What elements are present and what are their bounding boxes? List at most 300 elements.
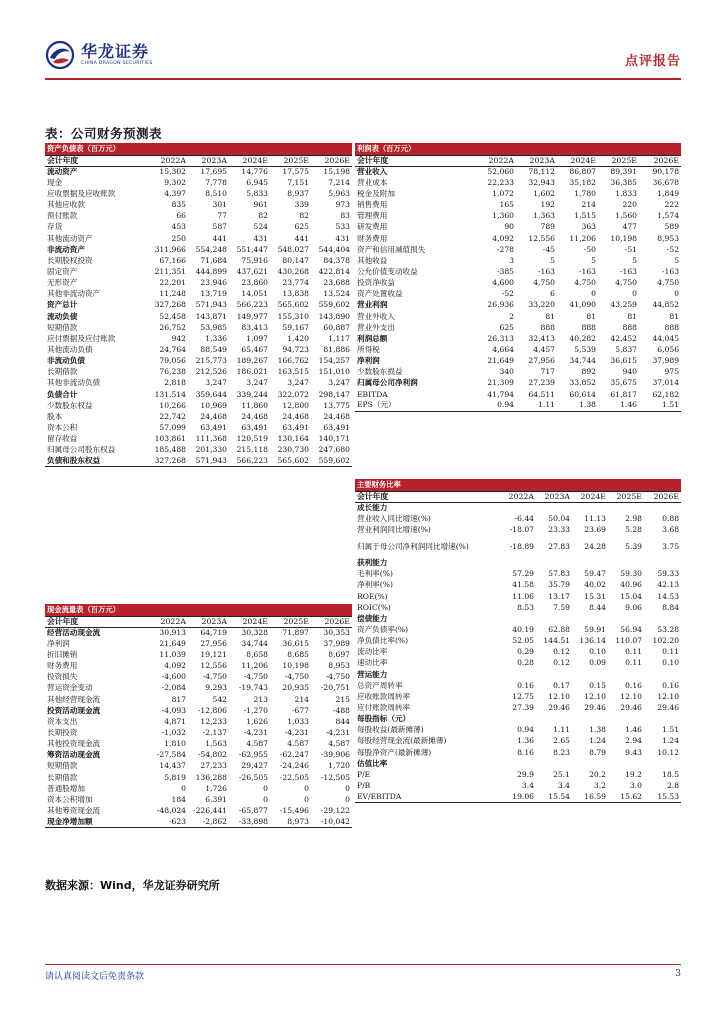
row-label: 现金 [47,177,63,187]
table-header-row [355,491,681,502]
row-value: 90,178 [652,166,680,176]
row-value: 79,056 [159,356,186,366]
row-value: 29,427 [241,761,268,771]
table-row [355,289,681,300]
row-label: 净利率(%) [357,580,393,590]
row-label: EV/EBITDA [355,792,500,803]
row-value: 6,945 [246,177,268,187]
row-value: 6,391 [205,794,227,804]
table-row [45,627,352,638]
row-label: 营业外支出 [357,322,395,332]
row-value: 1,117 [328,333,350,343]
row-label: 应收账款周转率 [357,691,411,701]
table-row [45,378,352,389]
row-value [536,613,572,624]
row-value: 892 [581,367,596,377]
table-row [355,333,681,344]
row-value: 37,989 [652,356,680,366]
row-value: 8,953 [657,233,680,243]
row-value: 1,560 [615,211,637,221]
row-value: -52 [666,244,680,254]
row-label: EBITDA [357,389,388,399]
data-source-note: 数据来源：Wind，华龙证券研究所 [45,879,220,892]
row-value: 27.39 [512,702,534,712]
row-value: 149,977 [236,311,268,321]
year-header: 2026E [311,616,352,627]
row-value: 76,238 [159,367,186,377]
row-value: 431 [253,233,268,243]
row-label: 非流动负债 [47,356,85,366]
row-value: 1,033 [287,716,309,726]
row-value: 212,526 [195,367,227,377]
row-value: -2,137 [202,727,227,737]
row-value: 1,420 [287,333,309,343]
row-value: 11,206 [241,661,268,671]
row-value: 10.12 [657,747,680,757]
row-value: 717 [540,367,555,377]
row-value: 4,587 [246,739,268,749]
table-header-row [45,155,352,166]
row-value [500,758,536,769]
cash-flow-table [45,604,352,828]
row-value: 36,615 [610,356,637,366]
row-value: 50.04 [548,513,570,523]
row-value: 57.83 [548,569,570,579]
row-value: 0 [263,794,268,804]
row-value: 61,817 [610,389,637,399]
row-value: 0 [632,289,637,299]
row-value: 1,574 [657,211,680,221]
table-row [355,792,681,803]
table-row [45,456,352,467]
year-header: 2024E [572,491,608,502]
row-value: 15,302 [159,166,186,176]
row-value: 2.65 [553,736,570,746]
row-value: -488 [332,705,350,715]
row-value: 1.38 [589,725,606,735]
row-value: 192 [540,200,555,210]
table-row [45,434,352,445]
footer-divider [45,964,681,965]
row-value: 5,833 [246,188,268,198]
row-value: 888 [581,322,596,332]
row-value: 3.75 [662,541,680,551]
row-value: -1,032 [161,727,186,737]
row-value: 81 [586,311,596,321]
row-value: 71,897 [282,627,309,637]
table-row [45,750,352,761]
row-value: 24,468 [241,411,268,421]
row-value: 81 [627,311,637,321]
row-value: 59.30 [620,569,642,579]
row-value: 0 [304,794,309,804]
row-label: 应付票据及应付账款 [47,333,116,343]
table-row [45,389,352,400]
row-value: 53,985 [200,322,227,332]
table-title-row [45,143,352,155]
table-row [45,638,352,649]
row-value: 214 [581,200,596,210]
disclaimer-note: 请认真阅读文后免责条款 [45,972,145,982]
row-value: 40,282 [569,333,596,343]
row-value: 8.23 [553,747,570,757]
table-row [355,233,681,244]
row-value: 22,201 [159,278,186,288]
row-label: 现金净增加额 [45,817,147,828]
row-value: -20,751 [320,683,350,693]
row-label: 毛利率(%) [357,569,393,579]
row-value: 35,675 [610,378,637,388]
row-value: 973 [335,200,350,210]
row-value [644,714,681,725]
row-value: 12.10 [657,691,680,701]
row-value: 0.16 [625,680,642,690]
year-header: 2025E [608,491,644,502]
row-value: 3,247 [328,378,350,388]
row-label: 长期借款 [47,367,78,377]
table-row [355,569,681,580]
table-row [45,727,352,738]
table-row [355,669,681,680]
table-title: 利润表（百万元） [355,143,681,155]
row-value: 220 [622,200,637,210]
row-value: 1,072 [492,188,514,198]
row-value: 1,810 [164,739,186,749]
row-value: 1,360 [492,211,514,221]
table-row [355,211,681,222]
row-value [608,613,644,624]
row-value: 587 [212,222,227,232]
row-value: 4,750 [533,278,555,288]
table-row [45,794,352,805]
table-row [45,333,352,344]
row-value: 13,775 [323,400,350,410]
table-row [45,244,352,255]
table-row [355,188,681,199]
row-value [536,502,572,513]
year-header: 2022A [500,491,536,502]
row-value: 566,223 [236,300,268,310]
table-row [355,769,681,780]
row-label: 资产和信用减值损失 [357,244,426,254]
row-value: 82 [299,211,309,221]
row-label: 每股指标（元） [357,714,411,724]
row-value: 311,966 [154,244,186,254]
row-value: 0.12 [553,647,570,657]
row-value: 201,330 [195,445,227,455]
row-label: 总资产周转率 [357,680,403,690]
table-row [355,580,681,591]
row-value: -4,231 [284,727,309,737]
dragon-logo-icon [45,40,75,70]
row-label: 预付账款 [47,211,78,221]
year-header: 2026E [639,155,681,166]
row-value: 24,764 [159,344,186,354]
row-value [500,669,536,680]
row-value: -4,231 [325,727,350,737]
row-value: 59.33 [657,569,680,579]
row-label: 其他收益 [357,255,388,265]
table-row [45,445,352,456]
row-label: 非流动资产 [47,244,85,254]
row-label: 资本公积 [47,422,78,432]
row-value: 7,778 [205,177,227,187]
row-value: 0.28 [517,658,534,668]
row-label: 固定资产 [47,266,78,276]
row-value [572,669,608,680]
table-row [355,602,681,613]
row-value: 327,268 [154,300,186,310]
row-label: ROIC(%) [357,602,391,612]
row-value: -62,955 [238,750,268,760]
row-label: 营业利润 [357,300,388,310]
header-label: 会计年度 [45,155,147,166]
row-label: 短期借款 [47,322,78,332]
row-value: 80,147 [282,255,309,265]
year-header: 2024E [229,616,270,627]
row-value: 27,956 [528,356,555,366]
table-row [45,367,352,378]
row-value: 444,899 [195,266,227,276]
row-value: -623 [147,817,188,828]
table-row [45,739,352,750]
table-row [355,322,681,333]
table-row [45,300,352,311]
row-value: -29,122 [320,805,350,815]
table-row [355,255,681,266]
row-value: 975 [664,367,680,377]
row-label: 速动比率 [357,658,388,668]
row-value: 26,936 [487,300,514,310]
row-value: 136.14 [579,636,606,646]
row-value: 13.17 [548,591,570,601]
row-value: 1.51 [639,400,681,411]
row-value: 0.29 [517,647,534,657]
row-value: 36,615 [282,638,309,648]
row-label: 资本支出 [47,716,78,726]
row-value: 4,092 [492,233,514,243]
row-value: 41,090 [569,300,596,310]
row-value: 0 [263,783,268,793]
row-label: 资产总计 [47,300,78,310]
row-value: -12,806 [197,705,227,715]
row-label: 长期投资 [47,727,78,737]
row-value: 37,989 [323,638,350,648]
row-value: 2.94 [625,736,642,746]
row-value: -4,750 [284,672,309,682]
row-value: 184 [171,794,186,804]
row-value: 64,511 [528,389,555,399]
row-value: 1.46 [625,725,642,735]
row-value: 23,860 [241,278,268,288]
row-value: 0 [345,783,350,793]
row-value: 41.58 [512,580,534,590]
row-value: 1.24 [589,736,606,746]
row-value: 554,248 [195,244,227,254]
row-value: 230,730 [277,445,309,455]
table-header-row [45,616,352,627]
row-label: 营业外收入 [357,311,395,321]
row-value: 52,060 [487,166,514,176]
row-value: 24.28 [584,541,606,551]
row-value: 548,027 [277,244,309,254]
row-value: 888 [664,322,680,332]
row-value: 4,092 [164,661,186,671]
row-value: 441 [212,233,227,243]
row-value: 120,519 [236,434,268,444]
balance-sheet-table [45,143,352,467]
row-value: 53.28 [657,624,680,634]
row-label: 资产处置收益 [357,289,403,299]
row-label: 少数股东损益 [357,367,403,377]
row-value: 215,118 [236,445,268,455]
row-value: 7,151 [287,177,309,187]
row-value: 14,776 [241,166,268,176]
row-value: 214 [294,694,309,704]
row-value: 12.10 [548,691,570,701]
row-value: -163 [578,266,596,276]
row-value: 453 [171,222,186,232]
row-label: 流动资产 [47,166,78,176]
table-row [355,691,681,702]
row-value: 25.1 [553,769,570,779]
row-value [608,714,644,725]
row-value: 11,039 [159,649,186,659]
row-value: 835 [171,200,186,210]
row-value: -51 [624,244,637,254]
row-value: 2.8 [666,780,680,790]
row-value: 215,773 [195,356,227,366]
row-value: 1,849 [657,188,680,198]
row-value: 75,916 [241,255,268,265]
table-row [355,166,681,177]
row-label: 股本 [47,411,63,421]
row-value: 1.38 [557,400,598,411]
row-value [644,613,681,624]
row-value: 363 [581,222,596,232]
row-value: 63,491 [282,422,309,432]
row-value: 12.75 [512,691,534,701]
row-value [608,758,644,769]
row-value: -19,743 [238,683,268,693]
row-value: 110.07 [615,636,642,646]
row-value: 34,744 [241,638,268,648]
table-row [45,322,352,333]
row-value: 4,587 [287,739,309,749]
table-row [45,761,352,772]
row-value: 52.05 [512,636,534,646]
year-header: 2026E [311,155,352,166]
row-value: -1,270 [243,705,268,715]
table-row [355,591,681,602]
table-row [45,200,352,211]
row-value: 63,491 [200,422,227,432]
company-logo [45,40,153,70]
row-value: 62,182 [652,389,680,399]
row-value: -677 [291,705,309,715]
row-value: 165 [499,200,514,210]
year-header: 2025E [598,155,639,166]
table-row [355,378,681,389]
row-value: -39,906 [320,750,350,760]
row-value: 185,488 [154,445,186,455]
row-value: 23,946 [200,278,227,288]
table-row [45,255,352,266]
row-label: 折旧摊销 [47,649,78,659]
row-label: 投资损失 [47,672,78,682]
table-row [45,694,352,705]
row-value: 8,658 [246,649,268,659]
row-label: 归属母公司股东权益 [47,445,116,455]
table-row [355,502,681,513]
table-row [45,649,352,660]
row-label: 长期借款 [47,772,78,782]
row-value: 571,943 [195,300,227,310]
table-row [355,266,681,277]
row-value: 422,814 [318,266,350,276]
year-header: 2022A [147,616,188,627]
row-value [500,558,536,569]
row-label: 应付账款周转率 [357,702,411,712]
row-value: 1,363 [533,211,555,221]
row-value: 524 [253,222,268,232]
row-value: 327,268 [147,456,188,467]
row-value: 11.06 [512,591,534,601]
row-value: 29.46 [657,702,680,712]
row-value: 8,937 [287,188,309,198]
row-value: 44,852 [652,300,680,310]
row-value: 8.84 [662,602,680,612]
row-value: 3.4 [557,780,570,790]
table-row [355,747,681,758]
row-value: 4,664 [492,344,514,354]
row-label: 管理费用 [357,211,388,221]
row-value: 441 [294,233,309,243]
row-label: P/B [357,780,371,790]
row-value: 83 [340,211,350,221]
year-header: 2022A [475,155,516,166]
row-value [500,502,536,513]
row-value: 189,267 [236,356,268,366]
row-label: 其他筹资现金流 [47,805,101,815]
row-value: 431 [335,233,350,243]
row-value: -33,898 [229,817,270,828]
row-value: 64,719 [200,627,227,637]
row-value: 27.83 [548,541,570,551]
row-label: 投资活动现金流 [47,705,101,715]
row-value: 3,247 [287,378,309,388]
row-value: 23,774 [282,278,309,288]
row-value: 542 [212,694,227,704]
row-value: 29.46 [584,702,606,712]
row-value: 43,259 [610,300,637,310]
table-row [355,300,681,311]
row-value [536,758,572,769]
row-label: 长期股权投资 [47,255,93,265]
row-value: 1.46 [598,400,639,411]
row-value: 11,206 [569,233,596,243]
financial-ratios-table [355,479,681,803]
row-label: 经营活动现金流 [47,627,101,637]
row-value [536,714,572,725]
row-value: -15,496 [279,805,309,815]
row-value: 86,807 [569,166,596,176]
row-value: 0.10 [662,658,680,668]
row-value: 1,602 [533,188,555,198]
table-title: 现金流量表（百万元） [45,604,352,616]
row-value: 63,491 [241,422,268,432]
table-row [355,356,681,367]
